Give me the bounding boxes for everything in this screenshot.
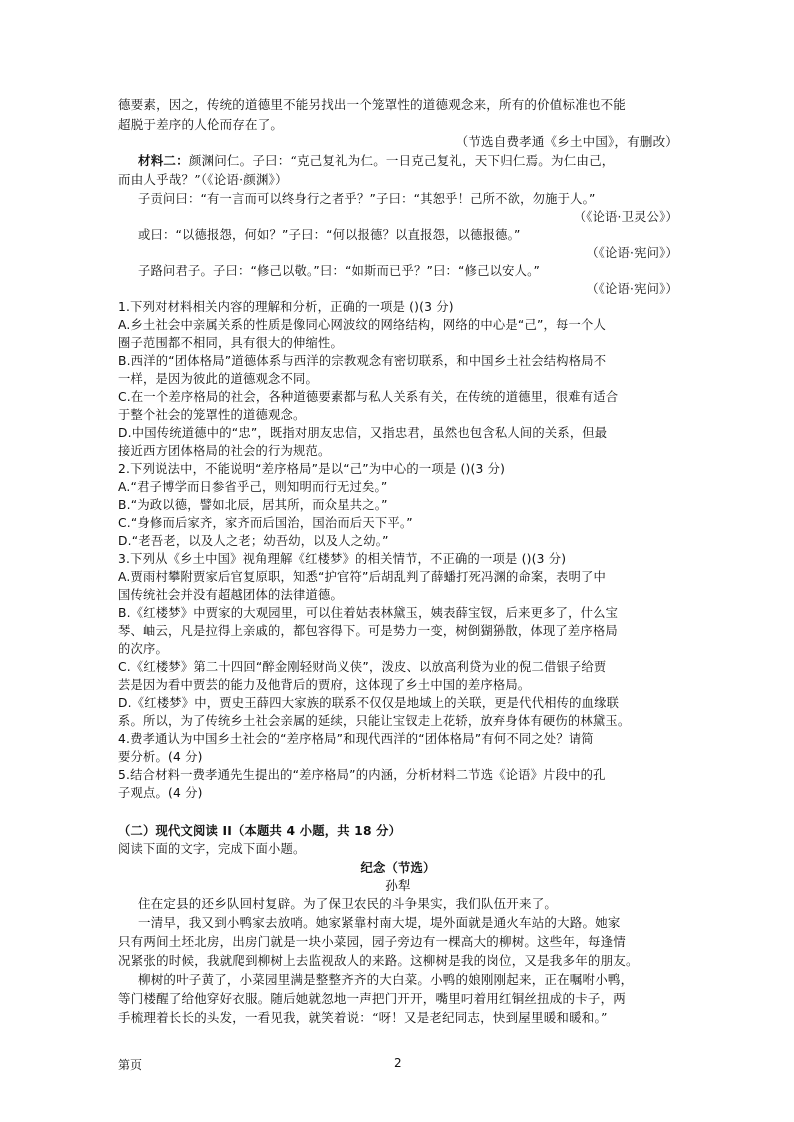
paragraph-line: 超脱于差序的人伦而存在了。 bbox=[118, 117, 284, 132]
material-two-text: 颜渊问仁。子曰：“克己复礼为仁。一日克己复礼，天下归仁焉。为仁由己， bbox=[188, 153, 615, 168]
essay-line: 只有两间土坯北房，出房门就是一块小菜园，园子旁边有一棵高大的柳树。这些年，每逢情 bbox=[118, 934, 627, 949]
question-line: 3.下列从《乡土中国》视角理解《红楼梦》的相关情节，不正确的一项是 ()(3 分) bbox=[118, 552, 567, 566]
essay-line: 况紧张的时候，我就爬到柳树上去监视敌人的来路。这柳树是我的岗位，又是我多年的朋友。 bbox=[118, 953, 639, 968]
question-line: A.贾雨村攀附贾家后官复原职，知悉“护官符”后胡乱判了薛蟠打死冯渊的命案，表明了中 bbox=[118, 570, 607, 584]
question-line: D.“老吾老，以及人之老；幼吾幼，以及人之幼。” bbox=[118, 534, 389, 548]
question-line: 一样，是因为彼此的道德观念不同。 bbox=[118, 372, 318, 386]
material-two-first-line bbox=[138, 152, 678, 170]
section-instruction: 阅读下面的文字，完成下面小题。 bbox=[118, 842, 306, 856]
question-line: B.“为政以德，譬如北辰，居其所，而众星共之。” bbox=[118, 498, 388, 512]
question-line: 2.下列说法中，不能说明“差序格局”是以“己”为中心的一项是 ()(3 分) bbox=[118, 462, 506, 476]
question-line: D.中国传统道德中的“忠”，既指对朋友忠信，又指忠君，虽然也包含私人间的关系，但最 bbox=[118, 426, 608, 440]
question-line: 圈子范围都不相同，具有很大的伸缩性。 bbox=[118, 336, 343, 350]
paragraph-line: 而由人乎哉？”（《论语·颜渊》） bbox=[118, 172, 288, 187]
essay-author: 孙犁 bbox=[385, 878, 411, 893]
source-citation: （节选自费孝通《乡土中国》，有删改） bbox=[455, 134, 678, 149]
question-line: 4.费孝通认为中国乡土社会的“差序格局”和现代西洋的“团体格局”有何不同之处？请简 bbox=[118, 732, 594, 746]
question-line: 1.下列对材料相关内容的理解和分析，正确的一项是 ()(3 分) bbox=[118, 300, 454, 314]
question-line: 接近西方团体格局的社会的行为规范。 bbox=[118, 444, 331, 458]
question-line: 琴、岫云，凡是拉得上亲戚的，都包容得下。可是势力一变，树倒猢狲散，体现了差序格局 bbox=[118, 624, 618, 638]
quote-line: 子路问君子。子曰：“修己以敬。”曰：“如斯而已乎？”曰：“修己以安人。” bbox=[138, 264, 541, 278]
essay-line: 住在定县的还乡队回村复辟。为了保卫农民的斗争果实，我们队伍开来了。 bbox=[138, 896, 558, 911]
question-line: C.“身修而后家齐，家齐而后国治，国治而后天下平。” bbox=[118, 516, 413, 530]
question-line: B.西洋的“团体格局”道德体系与西洋的宗教观念有密切联系，和中国乡土社会结构格局不 bbox=[118, 354, 607, 368]
question-line: C.在一个差序格局的社会，各种道德要素都与私人关系有关，在传统的道德里，很难有适合 bbox=[118, 390, 619, 404]
question-line: D.《红楼梦》中，贾史王薛四大家族的联系不仅仅是地域上的关联，更是代代相传的血缘联 bbox=[118, 696, 620, 710]
question-line: 于整个社会的笼罩性的道德观念。 bbox=[118, 408, 306, 422]
quote-source: （《论语·宪问》） bbox=[586, 246, 678, 260]
footer-page-label: 第页 bbox=[118, 1058, 143, 1072]
question-line: 要分析。(4 分) bbox=[118, 750, 203, 764]
essay-line: 手梳理着长长的头发，一看见我，就笑着说：“呀！又是老纪同志，快到屋里暖和暖和。” bbox=[118, 1010, 608, 1025]
paragraph-line: 德要素，因之，传统的道德里不能另找出一个笼罩性的道德观念来，所有的价值标准也不能 bbox=[118, 97, 627, 112]
essay-title: 纪念（节选） bbox=[360, 861, 436, 875]
quote-line: 子贡问曰：“有一言而可以终身行之者乎？”子曰：“其恕乎！己所不欲，勿施于人。” bbox=[138, 192, 596, 206]
essay-line: 等门楼醒了给他穿好衣服。随后她就忽地一声把门开开，嘴里叼着用红铜丝扭成的卡子，两 bbox=[118, 991, 627, 1006]
essay-line: 柳树的叶子黄了，小菜园里满是整整齐齐的大白菜。小鸭的娘刚刚起来，正在嘱咐小鸭， bbox=[138, 972, 634, 987]
question-line: 子观点。(4 分) bbox=[118, 786, 203, 800]
question-line: C.《红楼梦》第二十四回“醉金刚轻财尚义侠”，泼皮、以放高利贷为业的倪二借银子给贾 bbox=[118, 660, 607, 674]
question-line: A.乡土社会中亲属关系的性质是像同心网波纹的网络结构，网络的中心是“己”，每一个人 bbox=[118, 318, 607, 332]
quote-source: （《论语·宪问》） bbox=[586, 282, 678, 296]
question-line: 系。所以，为了传统乡土社会亲属的延续，只能让宝钗走上花轿，放弃身体有硬伤的林黛玉。 bbox=[118, 714, 631, 728]
question-line: 5.结合材料一费孝通先生提出的“差序格局”的内涵，分析材料二节选《论语》片段中的孔 bbox=[118, 768, 606, 782]
question-line: 芸是因为看中贾芸的能力及他背后的贾府，这体现了乡土中国的差序格局。 bbox=[118, 678, 531, 692]
section-heading: （二）现代文阅读 II（本题共 4 小题，共 18 分） bbox=[118, 824, 402, 838]
material-two-label: 材料二： bbox=[138, 153, 189, 168]
question-line: A.“君子博学而日参省乎己，则知明而行无过矣。” bbox=[118, 480, 388, 494]
footer-page-number: 2 bbox=[394, 1056, 402, 1070]
quote-line: 或曰：“以德报怨，何如？”子曰：“何以报德？以直报怨，以德报德。” bbox=[138, 228, 521, 242]
question-line: B.《红楼梦》中贾家的大观园里，可以住着姑表林黛玉，姨表薛宝钗，后来更多了，什么宝 bbox=[118, 606, 619, 620]
question-line: 的次序。 bbox=[118, 642, 168, 656]
quote-source: （《论语·卫灵公》） bbox=[573, 210, 678, 224]
question-line: 国传统社会并没有超越团体的法律道德。 bbox=[118, 588, 343, 602]
essay-line: 一清早，我又到小鸭家去放哨。她家紧靠村南大堤，堤外面就是通火车站的大路。她家 bbox=[138, 915, 621, 930]
